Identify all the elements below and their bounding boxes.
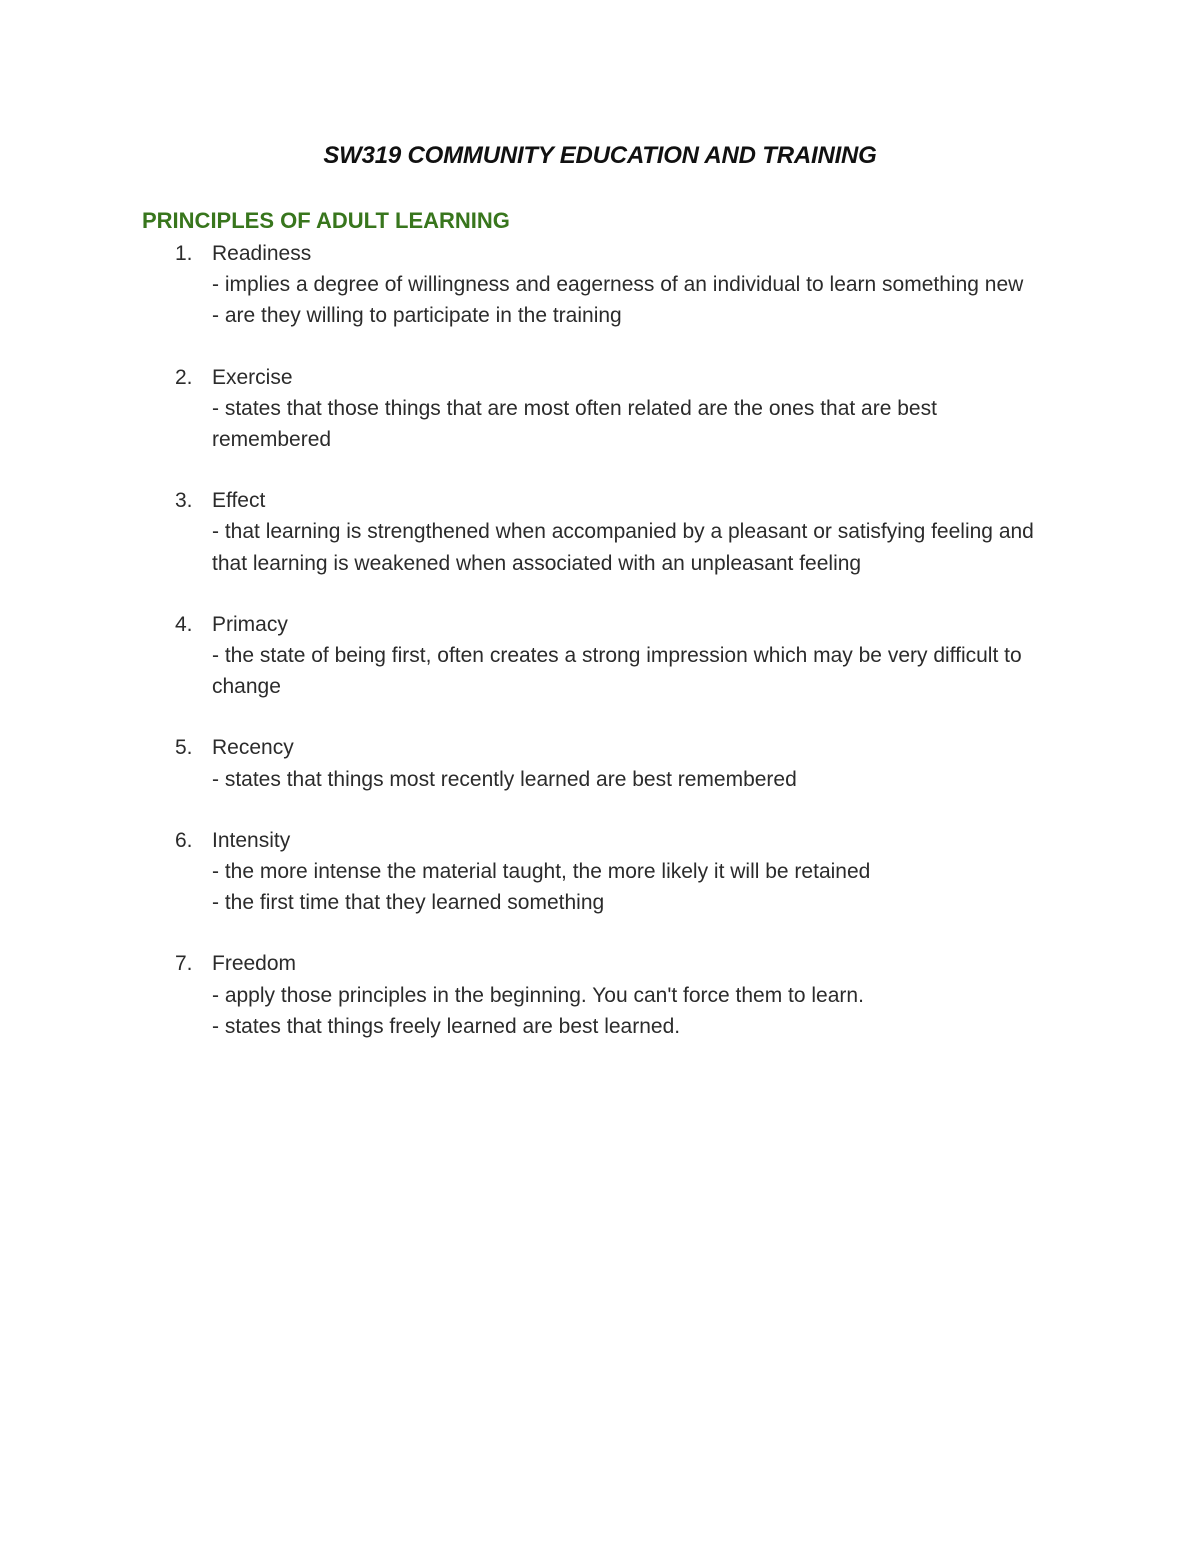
section-heading: PRINCIPLES OF ADULT LEARNING	[142, 208, 510, 233]
principle-name: Recency	[212, 736, 294, 760]
principle-description: - the first time that they learned something	[212, 891, 605, 915]
principle-number: 3.	[175, 489, 193, 513]
principle-body	[212, 485, 1042, 579]
principle-description: - states that things most recently learned are best remembered	[212, 767, 797, 791]
principle-name: Primacy	[212, 612, 288, 636]
principle-name: Exercise	[212, 365, 293, 389]
principle-description: - implies a degree of willingness and eagerness of an individual to learn something new	[212, 273, 1024, 297]
principle-item	[0, 825, 1200, 919]
principle-body	[212, 609, 1042, 703]
principle-name: Intensity	[212, 828, 291, 852]
principle-item	[0, 732, 1200, 794]
principle-body	[212, 732, 1042, 794]
principle-name: Freedom	[212, 952, 297, 976]
principle-body	[212, 825, 1042, 919]
principle-description: - the more intense the material taught, the more likely it will be retained	[212, 860, 871, 884]
principle-name: Effect	[212, 489, 266, 513]
principle-body	[212, 948, 1042, 1042]
principle-number: 1.	[175, 242, 193, 265]
principle-item	[0, 362, 1200, 456]
document-title: SW319 COMMUNITY EDUCATION AND TRAINING	[323, 142, 877, 169]
principle-description: - that learning is strengthened when accompanied by a pleasant or satisfying feeling and that learning is weakened when associated with an unpleasant feeling	[212, 520, 1034, 575]
principle-body	[212, 238, 1042, 332]
principle-number: 2.	[175, 365, 193, 389]
principle-description: - the state of being first, often creates a strong impression which may be very difficult to change	[212, 644, 1022, 699]
principles-list	[0, 238, 1200, 1072]
principle-description: - states that those things that are most often related are the ones that are best remembered	[212, 396, 937, 452]
principle-number: 6.	[175, 828, 193, 852]
principle-item	[0, 948, 1200, 1042]
principle-description: - apply those principles in the beginning. You can't force them to learn.	[212, 983, 864, 1007]
principle-item	[0, 609, 1200, 703]
principle-number: 5.	[175, 736, 193, 760]
principle-item	[0, 238, 1200, 332]
principle-number: 4.	[175, 612, 193, 636]
principle-description: - are they willing to participate in the training	[212, 304, 622, 328]
principle-body	[212, 362, 1042, 456]
principle-description: - states that things freely learned are best learned.	[212, 1014, 681, 1038]
principle-item	[0, 485, 1200, 579]
principle-number: 7.	[175, 952, 193, 976]
principle-name: Readiness	[212, 242, 312, 265]
